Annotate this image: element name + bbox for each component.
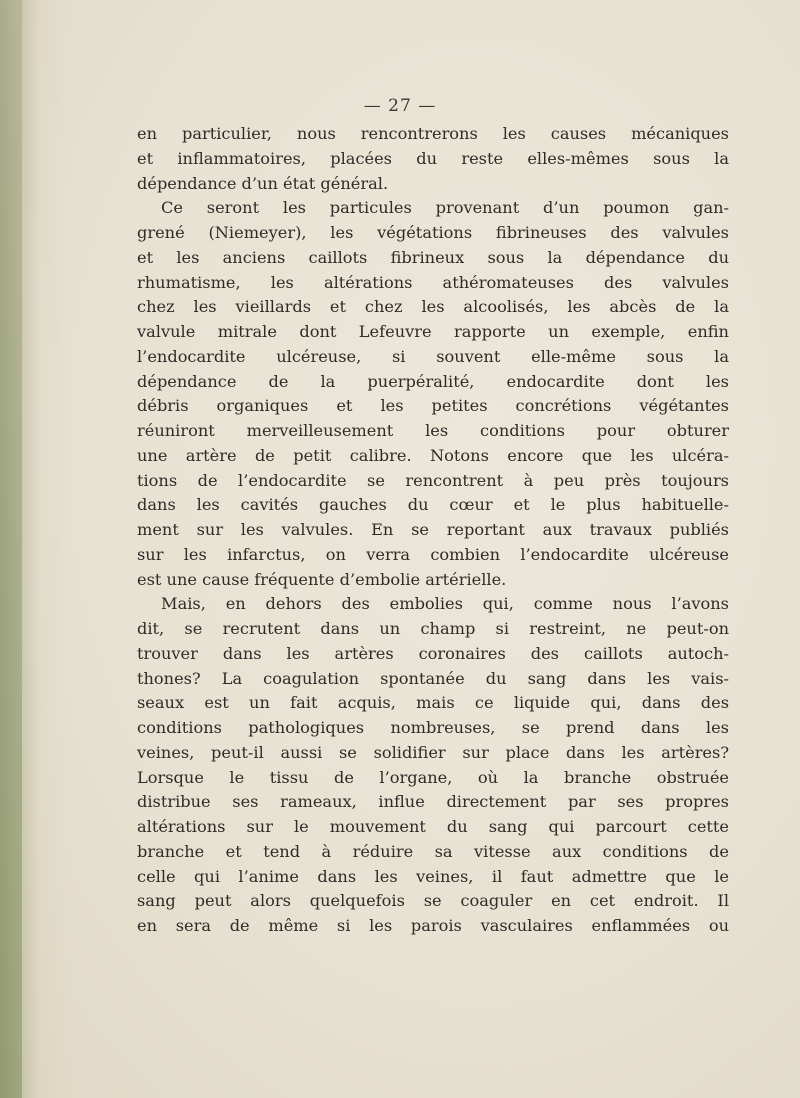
- text-line: dépendance de la puerpéralité, endocardite dont les: [137, 371, 729, 391]
- text-line: altérations sur le mouvement du sang qui parcourt cette: [137, 817, 729, 836]
- text-line: veines, peut-il aussi se solidifier sur place dans les artères?: [137, 742, 729, 762]
- text-line: conditions pathologiques nombreuses, se prend dans les: [137, 718, 729, 737]
- text-line: et les anciens caillots fibrineux sous la dépendance du: [137, 247, 729, 267]
- text-line: en particulier, nous rencontrerons les causes mécaniques: [137, 124, 729, 143]
- text-line: dépendance d’un état général.: [137, 173, 389, 193]
- text-line: sur les infarctus, on verra combien l’endocardite ulcéreuse: [137, 544, 729, 564]
- text-line: Lorsque le tissu de l’organe, où la branche obstruée: [137, 767, 729, 787]
- text-line: thones? La coagulation spontanée du sang dans les vais-: [137, 668, 729, 688]
- text-line: réuniront merveilleusement les conditions pour obturer: [137, 421, 729, 440]
- text-line: tions de l’endocardite se rencontrent à peu près toujours: [137, 470, 729, 490]
- text-line: et inflammatoires, placées du reste elles-mêmes sous la: [137, 148, 729, 168]
- text-line: débris organiques et les petites concrétions végétantes: [137, 396, 729, 416]
- text-line: dans les cavités gauches du cœur et le plus habituelle-: [137, 495, 729, 515]
- text-line: ment sur les valvules. En se reportant aux travaux publiés: [137, 520, 729, 539]
- text-line: grené (Niemeyer), les végétations fibrineuses des valvules: [137, 223, 729, 242]
- page-number: — 27 —: [363, 96, 437, 116]
- text-line: celle qui l’anime dans les veines, il faut admettre que le: [137, 866, 729, 886]
- text-line: sang peut alors quelquefois se coaguler en cet endroit. Il: [137, 891, 729, 911]
- text-line: distribue ses rameaux, influe directement par ses propres: [137, 792, 729, 812]
- text-line: chez les vieillards et chez les alcoolisés, les abcès de la: [137, 297, 729, 317]
- text-line: branche et tend à réduire sa vitesse aux conditions de: [137, 841, 729, 861]
- text-line: dit, se recrutent dans un champ si restreint, ne peut-on: [137, 619, 729, 638]
- text-line: l’endocardite ulcéreuse, si souvent elle-même sous la: [137, 346, 729, 366]
- text-line: rhumatisme, les altérations athéromateuses des valvules: [137, 272, 729, 292]
- text-line: Ce seront les particules provenant d’un poumon gan-: [161, 198, 729, 218]
- text-line: trouver dans les artères coronaires des caillots autoch-: [137, 643, 729, 663]
- text-line: est une cause fréquente d’embolie artérielle.: [137, 569, 507, 589]
- text-line: en sera de même si les parois vasculaires enflammées ou: [137, 916, 729, 935]
- text-line: valvule mitrale dont Lefeuvre rapporte un exemple, enfin: [137, 322, 729, 341]
- body-text: [137, 122, 729, 939]
- text-line: seaux est un fait acquis, mais ce liquide qui, dans des: [137, 693, 729, 713]
- text-line: une artère de petit calibre. Notons encore que les ulcéra-: [137, 445, 729, 465]
- page-edge-shadow: [0, 0, 22, 1098]
- text-line: Mais, en dehors des embolies qui, comme nous l’avons: [161, 594, 729, 614]
